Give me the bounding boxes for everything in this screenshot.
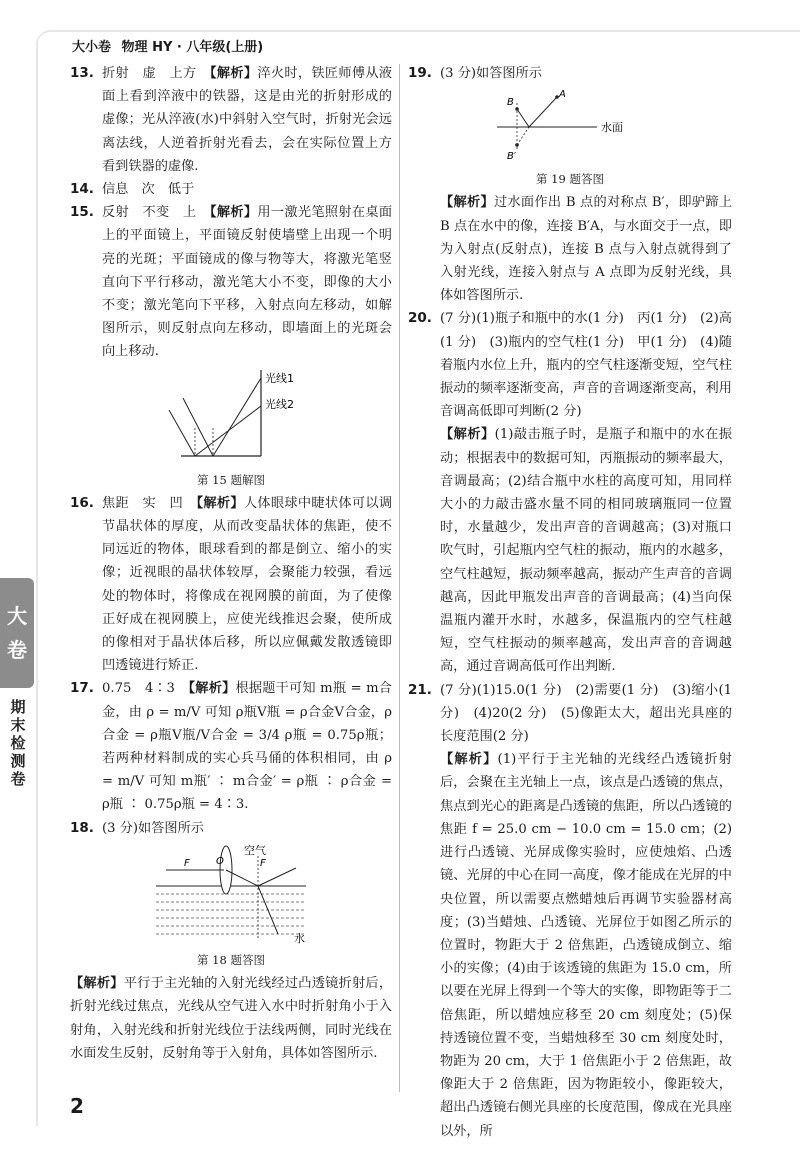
question-14 [70,178,392,201]
analysis-body-1: 根据题干可知 m瓶 = m合金，由 ρ = m/V 可知 ρ瓶V瓶 = ρ合金V合金，ρ合金 = ρ瓶V瓶/V合金 = 3/4 ρ瓶 = [102,681,392,743]
analysis-tag: 【解析】 [70,976,124,992]
analysis-body-3: 0.75ρ瓶 = 4∶3. [144,797,249,813]
figure-caption: 第 15 题解图 [197,472,265,487]
answer: 折射 虚 上方 [102,66,210,81]
analysis-tag: 【解析】 [209,205,258,221]
analysis-body: 人体眼球中睫状体可以调节晶状体的厚度，从而改变晶状体的焦距，使不同远近的物体，眼球看到的都是倒立、缩小的实像；近视眼的晶状体较厚，会聚能力较强，看远处的物体时，将像成在视网膜的前面，为了使像正好成在视网膜上，应使光线推迟会聚，使所成的像相对于晶状体后移，所以应佩戴发散透镜即凹透镜进行矫正. [102,495,393,674]
label-B-prime: B′ [507,151,517,163]
label-F-right: F [260,857,266,869]
question-number: 16. [70,494,94,511]
question-16 [70,492,392,678]
analysis-body: 淬火时，铁匠师傅从液面上看到淬液中的铁器，这是由光的折射形成的虚像；光从淬液(水)中斜射入空气时，折射光会远离法线，人逆着折射光看去，会在实际位置上方看到铁器的虚像. [102,66,393,174]
answer: (3 分)如答图所示 [440,66,542,81]
analysis-tag: 【解析】 [188,681,236,697]
subject-title: 物理 HY · 八年级(上册) [121,40,264,55]
question-number: 19. [408,65,432,81]
series-title: 大小卷 [72,40,112,55]
analysis-tag: 【解析】 [209,66,258,81]
analysis-body-2: 0.75ρ瓶；若两种材料制成的实心兵马俑的体积相同，由 ρ = m/V 可知 m瓶′ ∶ m合金′ = ρ瓶 ∶ ρ合金 = ρ瓶 ∶ [102,727,392,813]
running-header [72,36,269,55]
question-number: 13. [70,65,94,81]
section-tab-small: 卷 [7,638,27,662]
answer: (7 分)(1)15.0(1 分) (2)需要(1 分) (3)缩小(1 分) (4)20(2 分) (5)像距太大，超出光具座的长度范围(2 分) [440,682,732,745]
question-number: 18. [70,819,94,836]
answer: 反射 不变 上 [102,205,210,221]
question-17 [70,677,392,816]
question-number: 15. [70,204,94,221]
answer: 信息 次 低于 [102,182,195,198]
question-13 [70,62,392,178]
label-ray1: 光线1 [265,371,294,385]
answer: (7 分)(1)瓶子和瓶中的水(1 分) 丙(1 分) (2)高(1 分) (3)瓶内的空气柱(1 分) 甲(1 分) (4)随着瓶内水位上升，瓶内的空气柱逐渐变短，空气柱振动的频率逐渐变高，声音的音调逐渐变高，利用音调高低即可判断(2 分) [440,311,732,420]
section-tab [0,578,34,688]
answer: (3 分)如答图所示 [102,820,204,836]
analysis-body: (1)平行于主光轴的光线经凸透镜折射后，会聚在主光轴上一点，该点是凸透镜的焦点，焦点到光心的距离是凸透镜的焦距，所以凸透镜的焦距 f = 25.0 cm − 10.0 cm = 15.0 cm；(2)进行凸透镜、光屏成像实验时，应使烛焰、凸透镜、光屏的中心在同一高度，像才能成在光屏的中央位置，所以需要点燃蜡烛后再调节实验器材高度；(3)当蜡烛、凸透镜、光屏位于如图乙所示的位置时，物距大于 2 倍焦距，凸透镜成倒立、缩小的实像；(4)由于该透镜的焦距为 15.0 cm，所以要在光屏上得到一个等大的实像，即物距等于二倍焦距，所以蜡烛应移至 20 cm 刻度处；(5)保持透镜位置不变，当蜡烛移至 30 cm 刻度处时，物距为 20 cm，大于 1 倍焦距小于 2 倍焦距，故像距大于 2 倍焦距，因为物距较小，像距较大，超出凸透镜右侧光具座的长度范围，像成在光具座以外，所 [440,752,732,1139]
label-B: B [507,97,514,109]
figure-caption: 第 18 题答图 [197,953,265,968]
analysis-tag: 【解析】 [440,427,495,443]
mirror-diagram [161,368,301,464]
right-column [408,62,732,1143]
water-surface-diagram [485,89,655,163]
label-F-left: F [184,857,190,869]
analysis-body: (1)敲击瓶子时，是瓶子和瓶中的水在振动；根据表中的数据可知，丙瓶振动的频率最大，音调最高；(2)结合瓶中水柱的高度可知，用同样大小的力敲击盛水量不同的相同玻璃瓶同一位置时，水量越少，发出声音的音调越高；(3)对瓶口吹气时，引起瓶内空气柱的振动，瓶内的水越多，空气柱越短，振动频率越高，振动产生声音的音调越高，因此甲瓶发出声音的音调最高；(4)当向保温瓶内灌开水时，水越多，保温瓶内的空气柱越短，空气柱振动的频率越高，发出声音的音调越高，通过音调高低可作出判断. [440,427,733,675]
question-number: 21. [408,681,432,698]
label-ray2: 光线2 [265,397,294,411]
label-water: 水 [294,931,305,944]
label-water-surface: 水面 [601,121,623,135]
analysis-tag: 【解析】 [440,195,494,211]
section-label: 期末检测卷 [10,698,26,788]
question-19 [408,62,732,307]
analysis-body: 用一激光笔照射在桌面上的平面镜上，平面镜反射使墙壁上出现一个明亮的光斑；平面镜成的像与物等大，将激光笔竖直向下平行移动，激光笔大小不变，即像的大小不变；激光笔向下平移，入射点向左移动，如解图所示，则反射点向左移动，即墙面上的光斑会向上移动. [102,205,393,360]
figure-19 [408,89,732,187]
page-number: 2 [70,1094,84,1118]
question-number: 14. [70,181,94,198]
question-21 [408,679,732,1143]
figure-15 [70,368,392,488]
figure-18 [70,844,392,968]
section-tab-big: 大 [7,604,27,628]
question-20 [408,307,732,678]
analysis-tag: 【解析】 [440,752,498,768]
label-air: 空气 [244,843,266,857]
question-number: 20. [408,310,432,327]
label-O: O [216,855,224,867]
label-A: A [559,89,566,101]
question-15 [70,201,392,488]
left-column [70,62,392,1065]
analysis-body: 平行于主光轴的入射光线经过凸透镜折射后，折射光线过焦点，光线从空气进入水中时折射角小于入射角，入射光线和折射光线位于法线两侧，同时光线在水面发生反射，反射角等于入射角，具体如答图所示. [70,976,393,1061]
question-18 [70,817,392,1065]
analysis-body: 过水面作出 B 点的对称点 B′，即驴蹄上 B 点在水中的像，连接 B′A，与水面交于一点，即为入射点(反射点)，连接 B 点与入射点就得到了入射光线，连接入射点与 A 点即为反射光线，具体如答图所示. [440,195,733,304]
question-number: 17. [70,680,94,697]
answer: 焦距 实 凹 [102,495,197,511]
analysis-tag: 【解析】 [196,495,244,511]
lens-water-diagram [146,844,316,944]
column-divider [399,64,400,1092]
answer: 0.75 4∶3 [102,681,189,697]
figure-caption: 第 19 题答图 [536,172,604,187]
